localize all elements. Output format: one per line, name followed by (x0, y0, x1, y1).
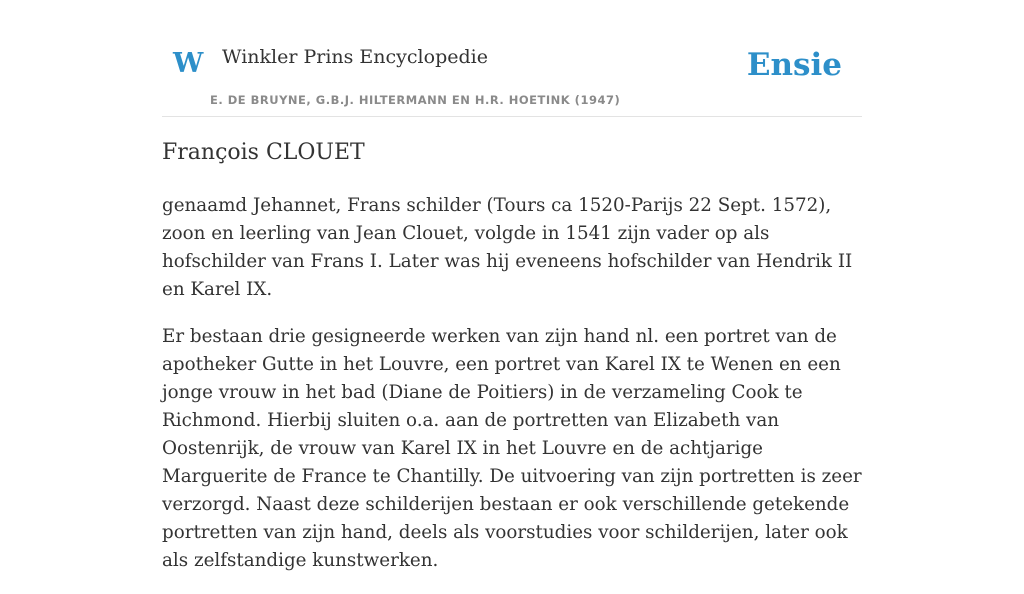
site-header (162, 0, 862, 117)
article-title: François CLOUET (162, 140, 365, 165)
source-authors: E. DE BRUYNE, G.B.J. HILTERMANN EN H.R. HOETINK (1947) (210, 93, 621, 107)
winkler-prins-logo-icon[interactable]: W (173, 48, 204, 79)
article-paragraph: Er bestaan drie gesigneerde werken van zijn hand nl. een portret van de apotheker Gutte in het Louvre, een portret van Karel IX te Wenen en een jonge vrouw in het bad (Diane de Poitiers) in de verzameling Cook te Richmond. Hierbij sluiten o.a. aan de portretten van Elizabeth van Oostenrijk, de vrouw van Karel IX in het Louvre en de achtjarige Marguerite de France te Chantilly. De uitvoering van zijn portretten is zeer verzorgd. Naast deze schilderijen bestaan er ook verschillende getekende portretten van zijn hand, deels als voorstudies voor schilderijen, later ook als zelfstandige kunstwerken. (162, 326, 862, 571)
article-paragraph: genaamd Jehannet, Frans schilder (Tours ca 1520-Parijs 22 Sept. 1572), zoon en leerling van Jean Clouet, volgde in 1541 zijn vader op als hofschilder van Frans I. Later was hij eveneens hofschilder van Hendrik II en Karel IX. (162, 195, 853, 300)
source-title-link[interactable]: Winkler Prins Encyclopedie (222, 46, 488, 68)
article-body (162, 192, 862, 594)
ensie-logo-link[interactable]: Ensie (746, 47, 842, 83)
